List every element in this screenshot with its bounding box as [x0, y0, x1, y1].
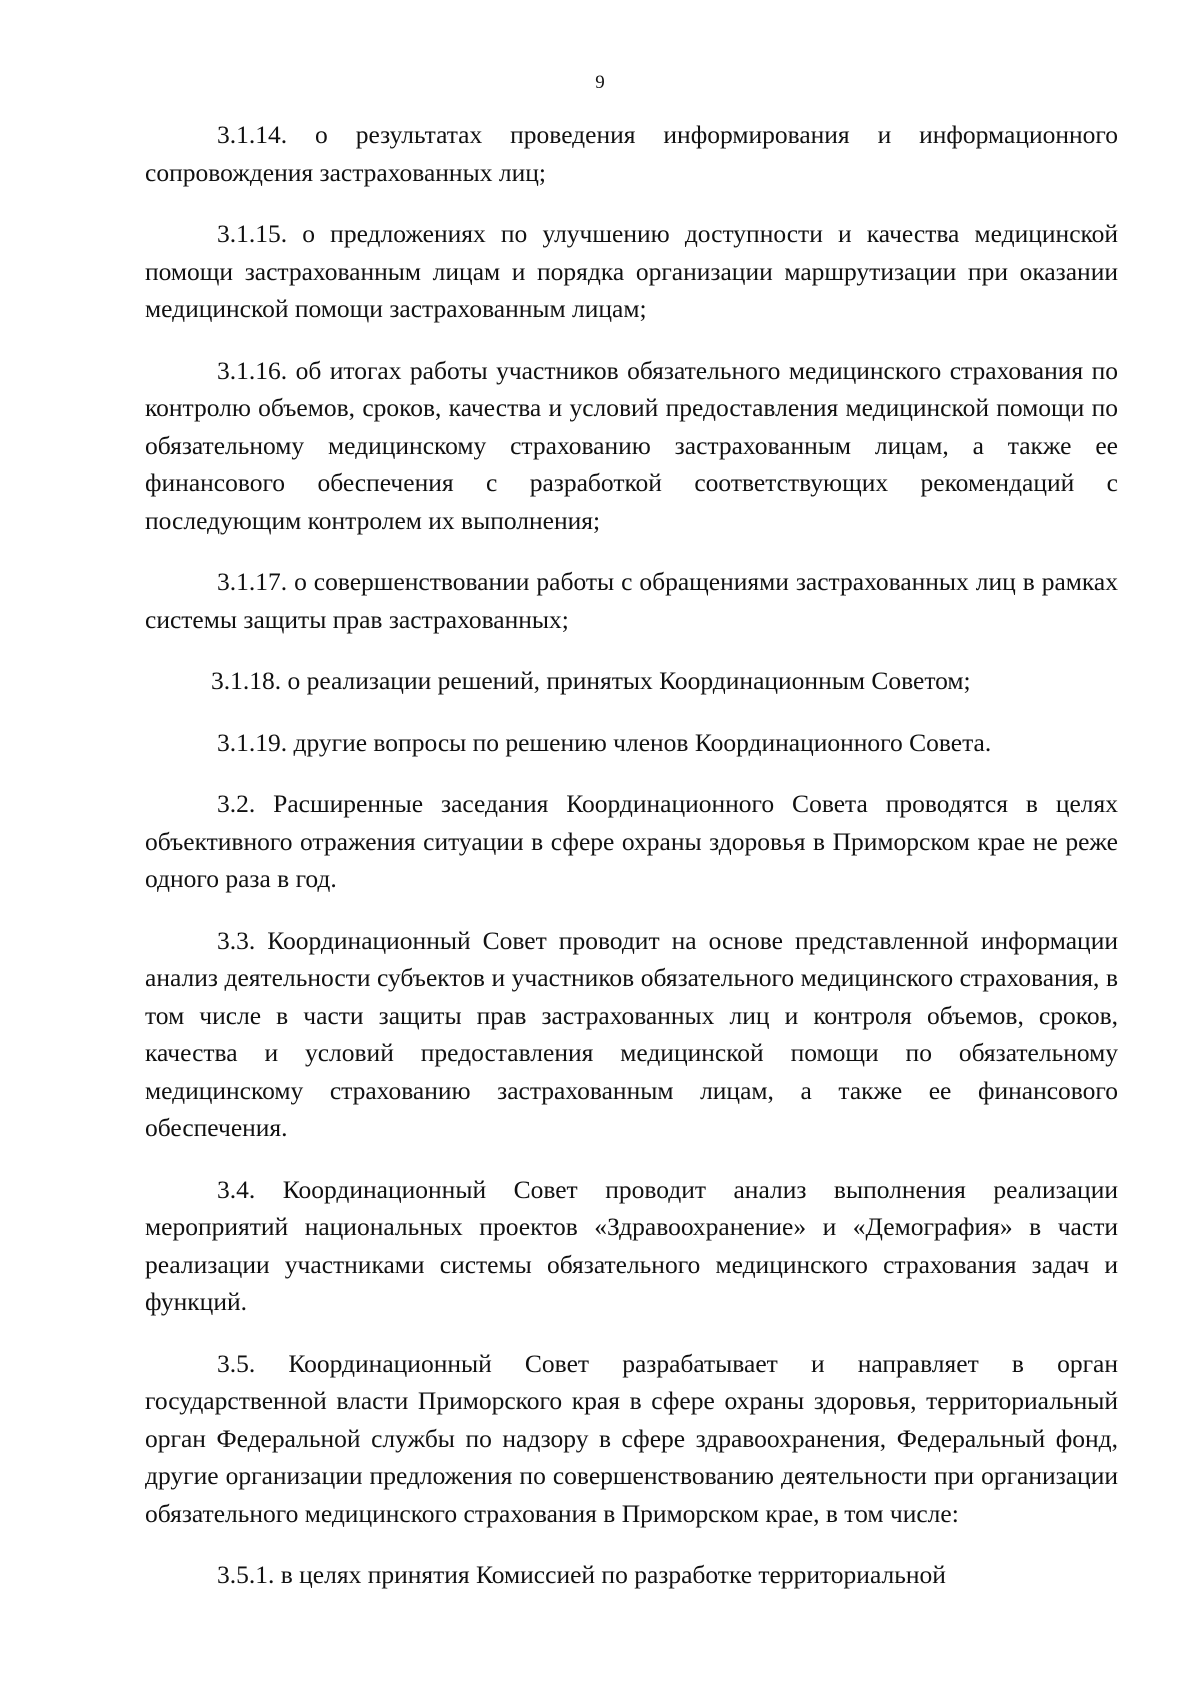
- paragraph-3-1-19: 3.1.19. другие вопросы по решению членов Координационного Совета.: [217, 727, 992, 757]
- paragraph-3-2: 3.2. Расширенные заседания Координационного Совета проводятся в целях объективного отражения ситуации в сфере охраны здоровья в Приморском крае не реже одного раза в год.: [145, 789, 1118, 893]
- paragraph-3-1-17: 3.1.17. о совершенствовании работы с обращениями застрахованных лиц в рамках системы защиты прав застрахованных;: [145, 567, 1118, 634]
- paragraph-3-4: 3.4. Координационный Совет проводит анализ выполнения реализации мероприятий национальных проектов «Здравоохранение» и «Демография» в части реализации участниками системы обязательного медицинского страхования задач и функций.: [145, 1174, 1118, 1316]
- paragraph-3-5: 3.5. Координационный Совет разрабатывает и направляет в орган государственной власти Приморского края в сфере охраны здоровья, территориальный орган Федеральной службы по надзору в сфере здравоохранения, Федеральный фонд, другие организации предложения по совершенствованию деятельности при организации обязательного медицинского страхования в Приморском крае, в том числе:: [145, 1348, 1118, 1528]
- document-body: [145, 116, 1118, 1594]
- paragraph-3-5-1: 3.5.1. в целях принятия Комиссией по разработке территориальной: [217, 1560, 946, 1589]
- page-number: 9: [595, 72, 605, 93]
- paragraph-3-1-16: 3.1.16. об итогах работы участников обязательного медицинского страхования по контролю объемов, сроков, качества и условий предоставления медицинской помощи по обязательному медицинскому страхованию застрахованным лицам, а также ее финансового обеспечения с разработкой соответствующих рекомендаций с последующим контролем их выполнения;: [145, 355, 1118, 535]
- paragraph-3-1-15: 3.1.15. о предложениях по улучшению доступности и качества медицинской помощи застрахованным лицам и порядка организации маршрутизации при оказании медицинской помощи застрахованным лицам;: [145, 219, 1118, 323]
- paragraph-3-3: 3.3. Координационный Совет проводит на основе представленной информации анализ деятельности субъектов и участников обязательного медицинского страхования, в том числе в части защиты прав застрахованных лиц и контроля объемов, сроков, качества и условий предоставления медицинской помощи по обязательному медицинскому страхованию застрахованным лицам, а также ее финансового обеспечения.: [145, 925, 1118, 1142]
- paragraph-3-1-14: 3.1.14. о результатах проведения информирования и информационного сопровождения застрахованных лиц;: [145, 120, 1118, 187]
- paragraph-3-1-18: 3.1.18. о реализации решений, принятых Координационным Советом;: [211, 666, 971, 695]
